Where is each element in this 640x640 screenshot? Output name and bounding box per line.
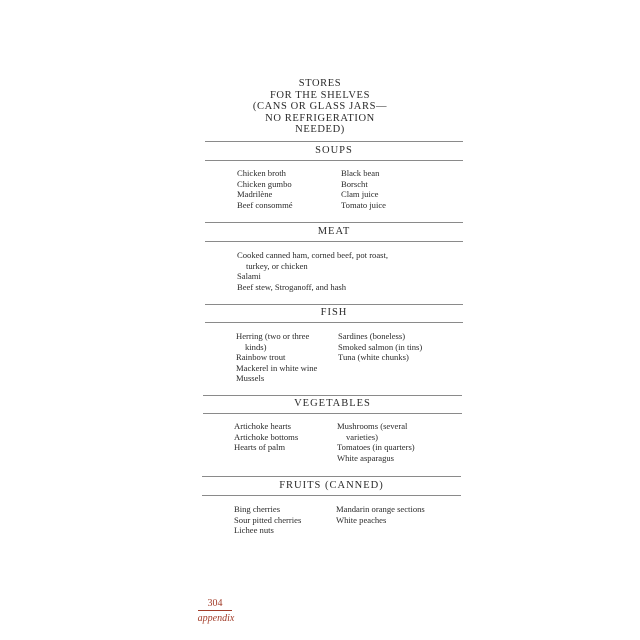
section-divider <box>205 222 463 223</box>
list-item: Madrilène <box>237 189 273 199</box>
list-item: Beef consommé <box>237 199 293 210</box>
list-item: Cooked canned ham, corned beef, pot roast, <box>237 250 389 260</box>
list-item: Mussels <box>236 373 265 383</box>
list-item: Tomatoes (in quarters) <box>337 442 415 452</box>
section-heading-soups: SOUPS <box>315 145 353 156</box>
title-line: STORES <box>298 78 342 89</box>
section-heading-vegetables: VEGETABLES <box>294 398 371 409</box>
title-line: NEEDED) <box>295 124 345 135</box>
list-item: Tuna (white chunks) <box>338 352 409 362</box>
list-item: Chicken gumbo <box>237 178 292 189</box>
title-line: (CANS OR GLASS JARS— <box>252 101 388 112</box>
list-item: kinds) <box>245 341 267 352</box>
fish-left-list <box>236 331 317 384</box>
section-divider <box>202 495 461 496</box>
fish-right-list <box>338 331 422 363</box>
list-item: Tomato juice <box>341 199 386 210</box>
list-item: Bing cherries <box>234 504 281 514</box>
title-line: FOR THE SHELVES <box>269 89 371 101</box>
vegetables-left-list <box>234 421 298 453</box>
section-divider <box>205 141 463 142</box>
list-item: Beef stew, Stroganoff, and hash <box>237 281 347 292</box>
soups-right-list <box>341 168 386 210</box>
list-item: Clam juice <box>341 189 379 199</box>
list-item: Chicken broth <box>237 168 286 178</box>
section-divider <box>202 476 461 477</box>
section-divider <box>205 322 463 323</box>
list-item: Artichoke bottoms <box>234 431 299 442</box>
fruits-right-list <box>336 504 425 525</box>
list-item: White peaches <box>336 514 387 525</box>
list-item: Mackerel in white wine <box>236 362 318 373</box>
running-footer-section: appendix <box>197 613 235 624</box>
list-item: Borscht <box>341 178 368 189</box>
vegetables-right-list <box>337 421 415 463</box>
footer-divider <box>198 610 232 611</box>
meat-list <box>237 250 388 292</box>
page-number: 304 <box>207 598 223 609</box>
section-heading-fish: FISH <box>320 307 348 318</box>
list-item: Hearts of palm <box>234 442 286 452</box>
list-item: Smoked salmon (in tins) <box>338 341 423 352</box>
section-heading-fruits: FRUITS (CANNED) <box>279 480 384 491</box>
section-divider <box>205 304 463 305</box>
section-heading-meat: MEAT <box>317 226 351 237</box>
section-divider <box>203 395 462 396</box>
list-item: Artichoke hearts <box>234 421 292 431</box>
section-divider <box>205 241 463 242</box>
page-title <box>250 78 390 136</box>
list-item: Rainbow trout <box>236 352 286 362</box>
list-item: Black bean <box>341 168 380 178</box>
list-item: Herring (two or three <box>236 331 310 341</box>
list-item: Sour pitted cherries <box>234 514 302 525</box>
list-item: White asparagus <box>337 452 395 463</box>
list-item: Salami <box>237 271 261 281</box>
soups-left-list <box>237 168 293 210</box>
list-item: turkey, or chicken <box>246 260 308 271</box>
list-item: Mushrooms (several <box>337 421 408 431</box>
fruits-left-list <box>234 504 301 536</box>
list-item: Sardines (boneless) <box>338 331 406 341</box>
list-item: Mandarin orange sections <box>336 504 425 514</box>
title-line: NO REFRIGERATION <box>265 112 375 124</box>
section-divider <box>205 160 463 161</box>
list-item: varieties) <box>346 431 378 442</box>
list-item: Lichee nuts <box>234 525 274 535</box>
section-divider <box>203 413 462 414</box>
